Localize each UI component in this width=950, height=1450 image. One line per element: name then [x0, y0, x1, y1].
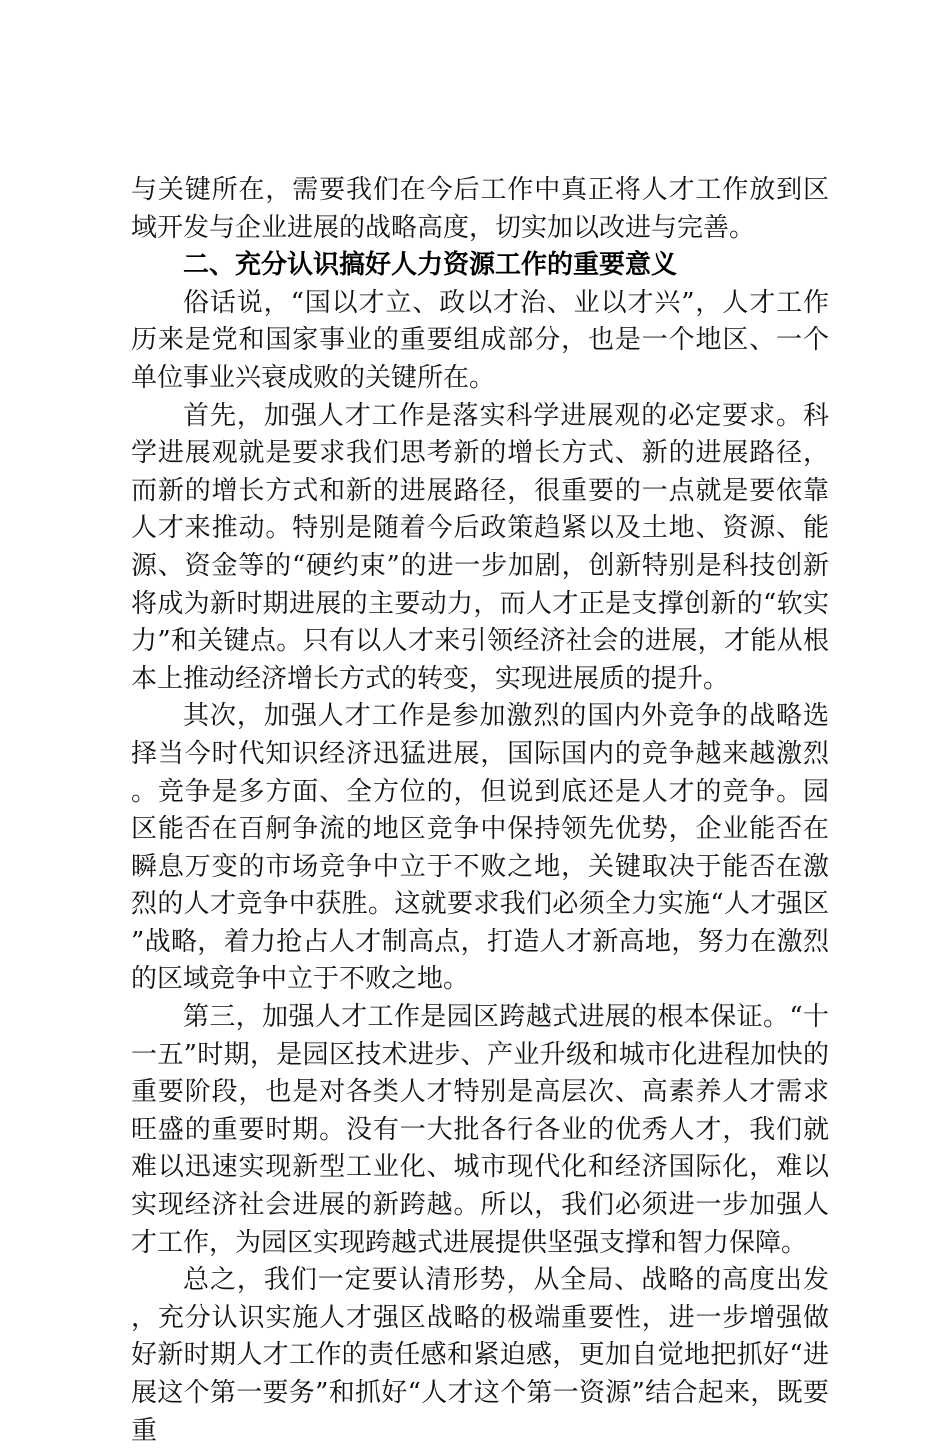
paragraph-second: 其次，加强人才工作是参加激烈的国内外竞争的战略选择当今时代知识经济迅猛进展，国际国内的竞争越来越激烈。竞争是多方面、全方位的，但说到底还是人才的竞争。园区能否在百舸争流的地区竞争中保持领先优势，企业能否在瞬息万变的市场竞争中立于不败之地，关键取决于能否在激烈的人才竞争中获胜。这就要求我们必须全力实施“人才强区”战略，着力抢占人才制高点，打造人才新高地，努力在激烈的区域竞争中立于不败之地。 — [131, 701, 829, 995]
paragraph-continuation: 与关键所在，需要我们在今后工作中真正将人才工作放到区域开发与企业进展的战略高度，切实加以改进与完善。 — [131, 175, 829, 243]
paragraph-conclusion: 总之，我们一定要认清形势，从全局、战略的高度出发，充分认识实施人才强区战略的极端重要性，进一步增强做好新时期人才工作的责任感和紧迫感，更加自觉地把抓好“进展这个第一要务”和抓好“人才这个第一资源”结合起来，既要重 — [131, 1265, 829, 1446]
paragraph-proverb: 俗话说，“国以才立、政以才治、业以才兴”，人才工作历来是党和国家事业的重要组成部分，也是一个地区、一个单位事业兴衰成败的关键所在。 — [131, 287, 829, 393]
document-body — [131, 172, 829, 1450]
paragraph-third: 第三，加强人才工作是园区跨越式进展的根本保证。“十一五”时期，是园区技术进步、产业升级和城市化进程加快的重要阶段，也是对各类人才特别是高层次、高素养人才需求旺盛的重要时期。没有一大批各行各业的优秀人才，我们就难以迅速实现新型工业化、城市现代化和经济国际化，难以实现经济社会进展的新跨越。所以，我们必须进一步加强人才工作，为园区实现跨越式进展提供坚强支撑和智力保障。 — [131, 1002, 829, 1258]
paragraph-first: 首先，加强人才工作是落实科学进展观的必定要求。科学进展观就是要求我们思考新的增长方式、新的进展路径，而新的增长方式和新的进展路径，很重要的一点就是要依靠人才来推动。特别是随着今后政策趋紧以及土地、资源、能源、资金等的“硬约束”的进一步加剧，创新特别是科技创新将成为新时期进展的主要动力，而人才正是支撑创新的“软实力”和关键点。只有以人才来引领经济社会的进展，才能从根本上推动经济增长方式的转变，实现进展质的提升。 — [131, 400, 829, 694]
section-heading: 二、充分认识搞好人力资源工作的重要意义 — [183, 250, 678, 281]
